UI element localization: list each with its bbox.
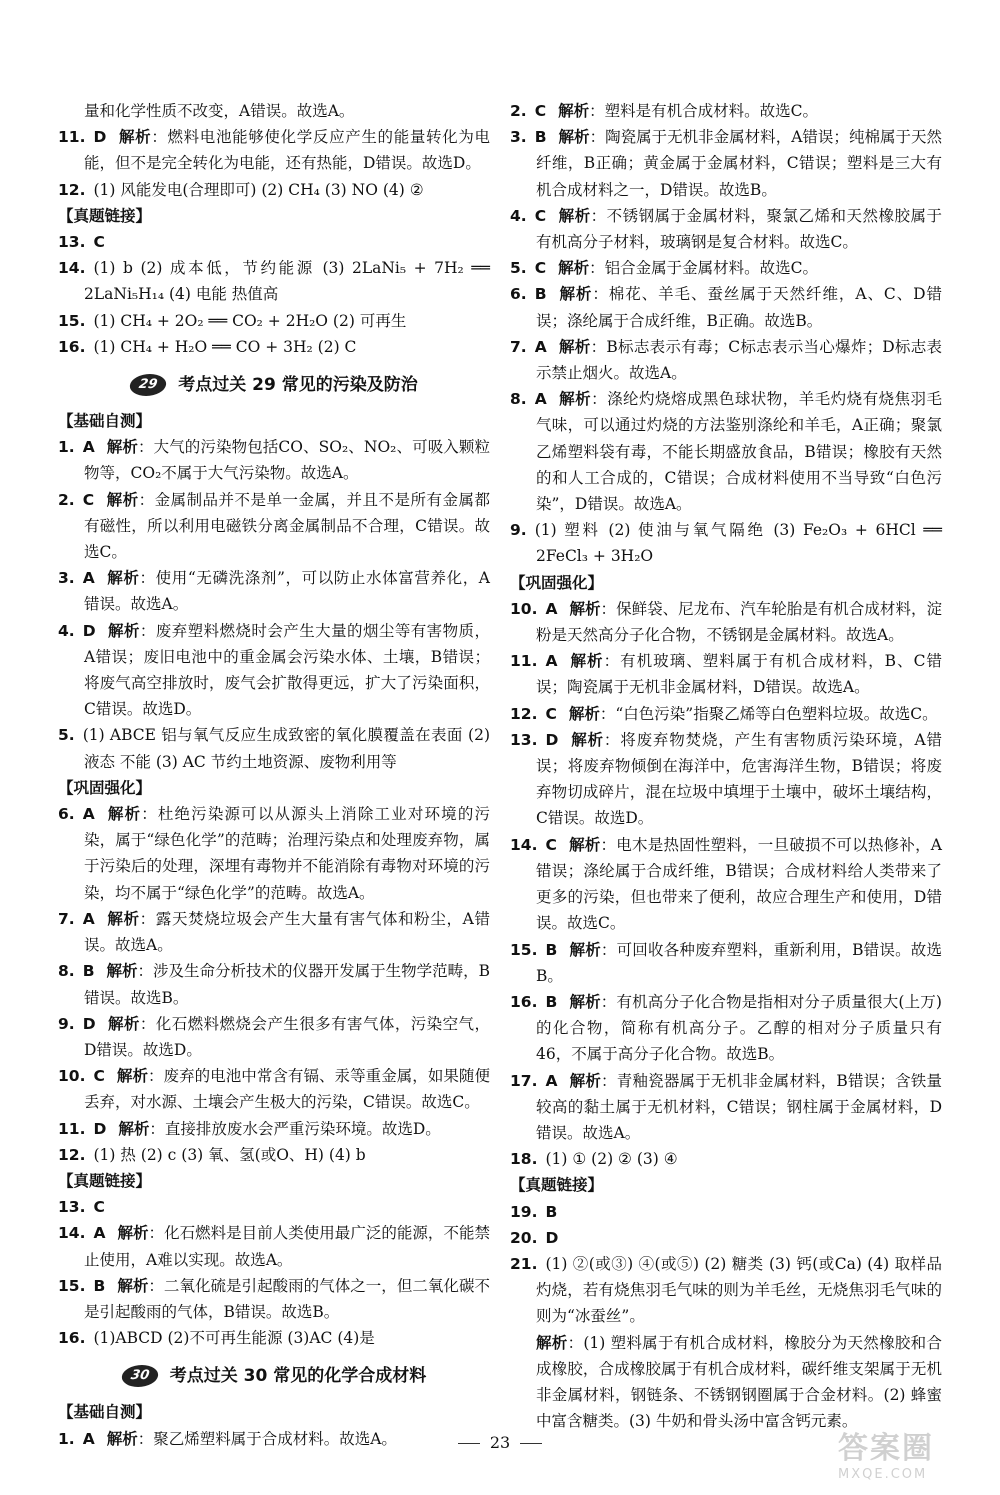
answer-item: [510, 1251, 942, 1330]
answer-item: [58, 434, 490, 486]
answer-letter: A: [545, 652, 558, 671]
item-number: 14.: [58, 259, 86, 278]
left-items-d: [58, 801, 490, 1168]
item-number: 6.: [58, 805, 75, 824]
item-number: 9.: [58, 1014, 75, 1033]
continued-text: 量和化学性质不改变，A错误。故选A。: [84, 102, 355, 120]
explanation-label: 解析: [568, 835, 601, 854]
item-number: 13.: [58, 233, 86, 252]
item-number: 6.: [510, 285, 527, 304]
item-text: ：涤纶灼烧熔成黑色球状物，羊毛灼烧有烧焦羽毛气味，可以通过灼烧的方法鉴别涤纶和羊毛，A正确；聚氯乙烯塑料袋有毒，不能长期盛放食品，B错误；橡胶有天然的和人工合成的，C错误；合成材料使用不当导致“白色污染”，D错误。故选A。: [536, 390, 942, 514]
item-text: (1) 热 (2) c (3) 氧、氢(或O、H) (4) b: [93, 1145, 366, 1164]
topic-badge: 29: [128, 374, 168, 396]
item-number: 1.: [58, 1429, 75, 1448]
item-number: 14.: [58, 1224, 86, 1243]
answer-letter: A: [82, 438, 95, 457]
section-label: 【基础自测】: [58, 412, 152, 431]
answer-letter: B: [82, 962, 95, 981]
topic-badge: 30: [120, 1365, 160, 1387]
explanation-label: 解析: [569, 992, 601, 1011]
item-number: 15.: [58, 1276, 86, 1295]
answer-item: [58, 958, 490, 1010]
item-text: (1) ②(或③) ④(或⑤) (2) 糖类 (3) 钙(或Ca) (4) 取样品灼烧，若有烧焦羽毛气味的则为羊毛丝，无烧焦羽毛气味的则为“冰蚕丝”。: [536, 1254, 942, 1326]
item-text: (1) ① (2) ② (3) ④: [545, 1150, 678, 1169]
explanation-label: 解析: [116, 1067, 148, 1086]
answer-letter: B: [545, 992, 558, 1011]
item-number: 17.: [510, 1071, 538, 1090]
topic-heading-30: [58, 1357, 490, 1395]
item-text: ：涉及生命分析技术的仪器开发属于生物学范畴，B错误。故选B。: [84, 962, 490, 1007]
explanation-label: 解析: [117, 1224, 149, 1243]
item-text: ：废弃的电池中常含有镉、汞等重金属，如果随便丢弃，对水源、土壤会产生极大的污染，C错误。故选C。: [84, 1067, 490, 1112]
answer-letter: B: [534, 285, 547, 304]
item-number: 9.: [510, 521, 527, 540]
explanation-label: 解析: [106, 438, 138, 457]
item-number: 20.: [510, 1228, 538, 1247]
answer-letter: A: [534, 337, 547, 356]
explanation-label: 解析: [558, 206, 591, 225]
item-number: 11.: [58, 128, 86, 147]
item-number: 16.: [58, 1329, 86, 1348]
item-number: 7.: [58, 909, 75, 928]
item-text: ：化石燃料燃烧会产生很多有害气体，污染空气，D错误。故选D。: [84, 1014, 490, 1059]
section-label: 【真题链接】: [58, 1171, 152, 1190]
explanation-label: 解析: [569, 599, 601, 618]
left-items-e: [58, 1194, 490, 1351]
explanation-label: 解析: [569, 940, 601, 959]
answer-item: [510, 648, 942, 700]
item-text: (1) 风能发电(合理即可) (2) CH₄ (3) NO (4) ②: [93, 180, 424, 199]
explanation-label: 解析: [558, 102, 590, 120]
answer-item: [510, 1199, 942, 1225]
answer-letter: C: [534, 259, 547, 278]
answer-item: [58, 124, 490, 176]
answer-letter: D: [82, 621, 96, 640]
answer-item: [58, 565, 490, 617]
item-text: ：二氧化硫是引起酸雨的气体之一，但二氧化碳不是引起酸雨的气体，B错误。故选B。: [84, 1276, 490, 1321]
item-text: (1) 塑料 (2) 使油与氧气隔绝 (3) Fe₂O₃ + 6HCl ══ 2FeCl₃ + 3H₂O: [534, 521, 942, 566]
answer-item: [58, 487, 490, 566]
item-number: 2.: [58, 490, 75, 509]
item-text: ：直接排放废水会严重污染环境。故选D。: [149, 1119, 441, 1138]
explanation-label: 解析: [558, 128, 590, 147]
answer-letter: A: [82, 805, 95, 824]
answer-letter: A: [82, 909, 95, 928]
left-items-c: [58, 434, 490, 775]
item-number: 5.: [510, 259, 527, 278]
item-number: 21.: [510, 1254, 538, 1273]
answer-item: [510, 1146, 942, 1172]
answer-item: [58, 334, 490, 360]
answer-item: [58, 255, 490, 307]
answer-letter: B: [534, 128, 547, 147]
explanation-label: 解析: [106, 569, 140, 588]
item-number: 13.: [510, 730, 538, 749]
item-text: ：不锈钢属于金属材料，聚氯乙烯和天然橡胶属于有机高分子材料，玻璃钢是复合材料。故选C。: [536, 206, 942, 252]
item-number: 12.: [510, 704, 538, 723]
item-number: 13.: [58, 1198, 86, 1217]
answer-letter: A: [82, 569, 95, 588]
item-text: (1) CH₄ + H₂O ══ CO + 3H₂ (2) C: [93, 337, 357, 356]
item-number: 5.: [58, 726, 75, 745]
topic-title: 考点过关 30 常见的化学合成材料: [169, 1366, 427, 1387]
item-number: 16.: [58, 337, 86, 356]
answer-letter: C: [93, 233, 105, 252]
item-text: ：“白色污染”指聚乙烯等白色塑料垃圾。故选C。: [599, 704, 938, 723]
answer-letter: C: [534, 102, 547, 120]
item-number: 10.: [510, 599, 538, 618]
explanation-label: 解析: [536, 1333, 568, 1352]
answer-letter: B: [545, 940, 558, 959]
right-items-a: [510, 98, 942, 570]
answer-item: [510, 98, 942, 124]
answer-item: [58, 906, 490, 958]
item-text: ：可回收各种废弃塑料，重新利用，B错误。故选B。: [536, 940, 942, 985]
section-label: 【巩固强化】: [58, 778, 152, 797]
item-number: 12.: [58, 1145, 86, 1164]
explanation-label: 解析: [569, 1071, 602, 1090]
right-column: [510, 98, 942, 1434]
explanation-label: 解析: [117, 1276, 149, 1295]
answer-letter: A: [545, 1071, 558, 1090]
answer-item: [58, 177, 490, 203]
explanation-label: 解析: [106, 1429, 138, 1448]
item-number: 8.: [510, 390, 527, 409]
item-text: ：金属制品并不是单一金属，并且不是所有金属都有磁性，所以利用电磁铁分离金属制品不合理，C错误。故选C。: [84, 490, 490, 562]
item-number: 8.: [58, 962, 75, 981]
item-text: ：保鲜袋、尼龙布、汽车轮胎是有机合成材料，淀粉是天然高分子化合物，不锈钢是金属材料。故选A。: [536, 599, 942, 645]
item-number: 4.: [58, 621, 75, 640]
page-number-text: 23: [489, 1433, 511, 1452]
item-number: 1.: [58, 438, 75, 457]
left-items-a: [58, 124, 490, 203]
watermark-text: 答案圈: [838, 1431, 934, 1466]
item-number: 12.: [58, 180, 86, 199]
dash-right: [520, 1443, 542, 1444]
answer-item: [510, 701, 942, 727]
explanation-label: 解析: [106, 490, 139, 509]
answer-item: [510, 255, 942, 281]
topic-heading-29: [58, 366, 490, 404]
item-number: 16.: [510, 992, 538, 1011]
explanation-label: 解析: [106, 909, 140, 928]
answer-item: [510, 334, 942, 386]
section-label: 【基础自测】: [58, 1403, 152, 1422]
explanation-label: 解析: [107, 1014, 140, 1033]
answer-letter: C: [545, 704, 557, 723]
item-number: 11.: [58, 1119, 86, 1138]
explanation-label: 解析: [558, 285, 593, 304]
item-number: 15.: [58, 311, 86, 330]
item-text: ：B标志表示有毒；C标志表示当心爆炸；D标志表示禁止烟火。故选A。: [536, 337, 942, 383]
answer-item: [510, 281, 942, 333]
item-text: ：将废弃物焚烧，产生有害物质污染环境，A错误；将废弃物倾倒在海洋中，危害海洋生物，B错误；将废弃物切成碎片，混在垃圾中填埋于土壤中，破坏土壤结构，C错误。故选D。: [536, 730, 942, 828]
item-text: ：棉花、羊毛、蚕丝属于天然纤维，A、C、D错误；涤纶属于合成纤维，B正确。故选B。: [536, 285, 942, 330]
item-text: (1)ABCD (2)不可再生能源 (3)AC (4)是: [93, 1329, 375, 1348]
explanation-paragraph: [510, 1330, 942, 1435]
item-text: ：铝合金属于金属材料。故选C。: [589, 259, 818, 278]
answer-item: [58, 722, 490, 774]
answer-letter: C: [82, 490, 95, 509]
section-label: 【巩固强化】: [510, 573, 604, 592]
explanation-label: 解析: [568, 704, 600, 723]
answer-item: [510, 937, 942, 989]
item-text: ：露天焚烧垃圾会产生大量有害气体和粉尘，A错误。故选A。: [84, 909, 490, 955]
answer-item: [58, 1325, 490, 1351]
item-text: ：有机玻璃、塑料属于有机合成材料，B、C错误；陶瓷属于无机非金属材料，D错误。故选A。: [536, 652, 942, 697]
item-text: ：使用“无磷洗涤剂”，可以防止水体富营养化，A错误。故选A。: [84, 569, 490, 614]
right-items-c: [510, 1199, 942, 1330]
answer-letter: C: [534, 206, 547, 225]
item-text: ：燃料电池能够使化学反应产生的能量转化为电能，但不是完全转化为电能，还有热能，D错误。故选D。: [84, 128, 490, 173]
explanation-label: 解析: [558, 337, 591, 356]
item-number: 2.: [510, 102, 527, 120]
right-items-b: [510, 596, 942, 1172]
watermark-url: MXQE.COM: [838, 1467, 928, 1482]
item-text: (1) CH₄ + 2O₂ ══ CO₂ + 2H₂O (2) 可再生: [93, 311, 407, 330]
answer-letter: C: [93, 1067, 105, 1086]
answer-item: [58, 1273, 490, 1325]
answer-item: [58, 1194, 490, 1220]
answer-item: [510, 596, 942, 648]
item-number: 7.: [510, 337, 527, 356]
item-text: (1) ABCE 铝与氧气反应生成致密的氧化膜覆盖在表面 (2) 液态 不能 (3) AC 节约土地资源、废物利用等: [82, 726, 490, 771]
explanation-label: 解析: [106, 962, 138, 981]
answer-letter: C: [545, 835, 557, 854]
answer-letter: D: [545, 730, 559, 749]
item-number: 10.: [58, 1067, 86, 1086]
explanation-label: 解析: [558, 390, 592, 409]
topic-title: 考点过关 29 常见的污染及防治: [178, 374, 418, 395]
item-number: 15.: [510, 940, 538, 959]
answer-letter: B: [545, 1202, 558, 1221]
item-text: ：聚乙烯塑料属于合成材料。故选A。: [137, 1429, 397, 1448]
answer-item: [58, 1220, 490, 1272]
item-text: ：化石燃料是目前人类使用最广泛的能源，不能禁止使用，A难以实现。故选A。: [84, 1224, 490, 1269]
answer-item: [58, 1063, 490, 1115]
dash-left: [458, 1443, 480, 1444]
answer-letter: A: [534, 390, 547, 409]
section-label: 【真题链接】: [58, 206, 152, 225]
item-number: 14.: [510, 835, 538, 854]
item-text: (1) b (2) 成本低，节约能源 (3) 2LaNi₅ + 7H₂ ══ 2LaNi₅H₁₄ (4) 电能 热值高: [84, 259, 490, 304]
answer-item: [510, 386, 942, 517]
item-text: ：电木是热固性塑料，一旦破损不可以热修补，A错误；涤纶属于合成纤维，B错误；合成材料给人类带来了更多的污染，但也带来了便利，故应合理生产和使用，D错误。故选C。: [536, 835, 942, 933]
answer-letter: A: [82, 1429, 95, 1448]
explanation-label: 解析: [558, 259, 590, 278]
item-text: ：有机高分子化合物是指相对分子质量很大(上万)的化合物，简称有机高分子。乙醇的相对分子质量只有46，不属于高分子化合物。故选B。: [536, 992, 942, 1064]
answer-letter: D: [93, 128, 107, 147]
answer-letter: A: [545, 599, 558, 618]
answer-letter: C: [93, 1198, 105, 1217]
answer-letter: A: [93, 1224, 106, 1243]
left-column: [58, 98, 490, 1452]
item-number: 11.: [510, 652, 538, 671]
answer-item: [58, 308, 490, 334]
answer-letter: D: [82, 1014, 96, 1033]
section-label: 【真题链接】: [510, 1176, 604, 1195]
answer-item: [58, 1011, 490, 1063]
answer-item: [510, 832, 942, 937]
answer-item: [58, 801, 490, 906]
answer-letter: D: [93, 1119, 107, 1138]
answer-item: [510, 1068, 942, 1147]
answer-item: [510, 203, 942, 255]
explanation-text: ：(1) 塑料属于有机合成材料，橡胶分为天然橡胶和合成橡胶，合成橡胶属于有机合成材料，碳纤维支架属于无机非金属材料，钢链条、不锈钢钢圈属于合金材料。(2) 蜂蜜中富含糖类。(3) 牛奶和骨头汤中富含钙元素。: [536, 1333, 942, 1431]
item-text: ：大气的污染物包括CO、SO₂、NO₂、可吸入颗粒物等，CO₂不属于大气污染物。故选A。: [84, 438, 490, 483]
item-text: ：青釉瓷器属于无机非金属材料，B错误；含铁量较高的黏土属于无机材料，C错误；钢柱属于金属材料，D错误。故选A。: [536, 1071, 942, 1142]
answer-item: [58, 1142, 490, 1168]
item-number: 18.: [510, 1150, 538, 1169]
answer-item: [510, 517, 942, 569]
explanation-label: 解析: [569, 652, 604, 671]
answer-letter: D: [545, 1228, 559, 1247]
explanation-label: 解析: [107, 621, 140, 640]
answer-letter: B: [93, 1276, 106, 1295]
answer-item: [58, 618, 490, 723]
explanation-label: 解析: [106, 805, 142, 824]
answer-item: [58, 1116, 490, 1142]
answer-item: [58, 229, 490, 255]
answer-item: [510, 1225, 942, 1251]
item-text: ：陶瓷属于无机非金属材料，A错误；纯棉属于天然纤维，B正确；黄金属于金属材料，C错误；塑料是三大有机合成材料之一，D错误。故选B。: [536, 128, 942, 199]
explanation-label: 解析: [118, 128, 152, 147]
item-number: 3.: [510, 128, 527, 147]
answer-item: [510, 124, 942, 203]
item-text: ：杜绝污染源可以从源头上消除工业对环境的污染，属于“绿色化学”的范畴；治理污染点和处理废弃物，属于污染后的处理，深埋有毒物并不能消除有毒物对环境的污染，均不属于“绿色化学”的范畴。故选A。: [84, 805, 490, 902]
item-text: ：塑料是有机合成材料。故选C。: [589, 102, 818, 120]
item-number: 4.: [510, 206, 527, 225]
item-number: 3.: [58, 569, 75, 588]
left-items-b: [58, 229, 490, 360]
item-number: 19.: [510, 1202, 538, 1221]
answer-item: [510, 989, 942, 1068]
explanation-label: 解析: [118, 1119, 150, 1138]
explanation-label: 解析: [570, 730, 604, 749]
watermark-logo: [838, 1423, 978, 1483]
answer-item: [510, 727, 942, 832]
item-text: ：废弃塑料燃烧时会产生大量的烟尘等有害物质，A错误；废旧电池中的重金属会污染水体、土壤，B错误；将废气高空排放时，废气会扩散得更远，扩大了污染面积，C错误。故选D。: [84, 621, 490, 719]
